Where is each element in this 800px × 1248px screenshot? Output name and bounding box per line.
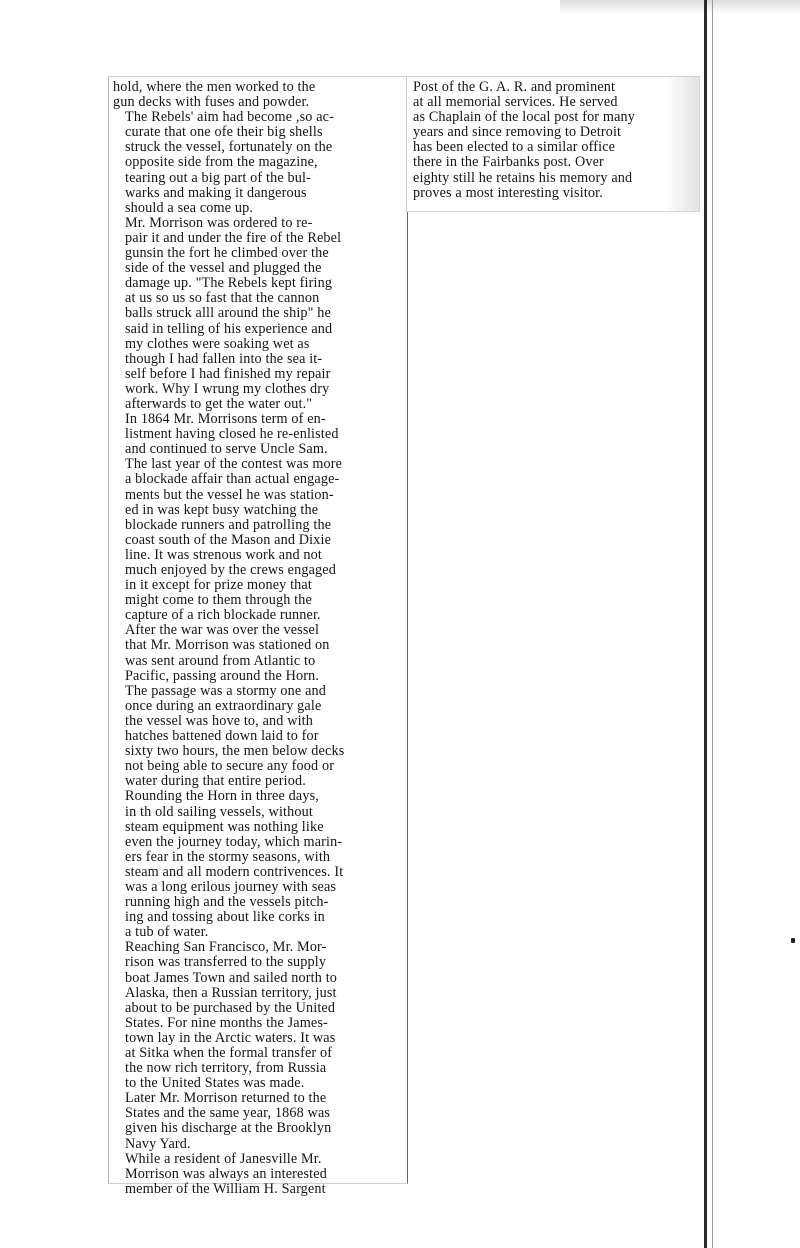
text-line: should a sea come up. [125, 199, 254, 216]
text-line: balls struck alll around the ship" he [125, 305, 331, 322]
text-line: Alaska, then a Russian territory, just [125, 984, 337, 1001]
text-line: Navy Yard. [125, 1135, 191, 1152]
text-line: ments but the vessel he was station- [125, 486, 334, 503]
text-line: once during an extraordinary gale [125, 697, 322, 714]
text-line: to the United States was made. [125, 1075, 305, 1092]
paragraph [413, 80, 695, 201]
text-line: not being able to secure any food or [125, 758, 335, 775]
text-line: gun decks with fuses and powder. [113, 94, 310, 111]
text-line: States and the same year, 1868 was [125, 1105, 331, 1122]
paragraph [113, 216, 403, 412]
text-line: pair it and under the fire of the Rebel [125, 229, 342, 246]
text-line: hold, where the men worked to the [113, 79, 316, 95]
paragraph [113, 110, 403, 216]
text-line: coast south of the Mason and Dixie [125, 531, 332, 548]
text-line: work. Why I wrung my clothes dry [125, 380, 330, 397]
text-line: running high and the vessels pitch- [125, 894, 329, 911]
text-line: struck the vessel, fortunately on the [125, 139, 333, 156]
text-line: was sent around from Atlantic to [125, 652, 316, 669]
text-line: steam and all modern contrivences. It [125, 863, 344, 880]
text-line: hatches battened down laid to for [125, 728, 319, 745]
text-line: about to be purchased by the United [125, 999, 336, 1016]
text-line: in it except for prize money that [125, 577, 312, 594]
text-line: the now rich territory, from Russia [125, 1060, 327, 1077]
text-line: ed in was kept busy watching the [125, 501, 319, 518]
text-line: years and since removing to Detroit [413, 124, 622, 141]
text-line: curate that one ofe their big shells [125, 124, 323, 141]
left-column-text [109, 77, 407, 1197]
text-line: capture of a rich blockade runner. [125, 607, 321, 624]
text-line: even the journey today, which marin- [125, 833, 343, 850]
text-line: boat James Town and sailed north to [125, 969, 338, 986]
scan-speck [791, 938, 795, 943]
text-line: that Mr. Morrison was stationed on [125, 637, 330, 654]
clipping-left-column [108, 76, 408, 1197]
text-line: the vessel was hove to, and with [125, 712, 314, 729]
text-line: Mr. Morrison was ordered to re- [125, 214, 313, 231]
text-line: warks and making it dangerous [125, 184, 307, 201]
text-line: was a long erilous journey with seas [125, 878, 337, 895]
text-line: Post of the G. A. R. and prominent [413, 79, 616, 95]
text-line: might come to them through the [125, 592, 312, 609]
right-column-text [407, 77, 699, 201]
text-line: member of the William H. Sargent [125, 1180, 326, 1197]
text-line: Later Mr. Morrison returned to the [125, 1090, 327, 1107]
text-line: a blockade affair than actual engage- [125, 471, 340, 488]
text-line: Rounding the Horn in three days, [125, 788, 319, 805]
text-line: a tub of water. [125, 924, 209, 941]
text-line: proves a most interesting visitor. [413, 184, 603, 201]
text-line: The passage was a stormy one and [125, 682, 327, 699]
paragraph [113, 412, 403, 623]
text-line: tearing out a big part of the bul- [125, 169, 311, 186]
text-line: While a resident of Janesville Mr. [125, 1150, 322, 1167]
text-line: sixty two hours, the men below decks [125, 743, 345, 760]
clipping-right-column [406, 76, 700, 212]
text-line: Morrison was always an interested [125, 1165, 327, 1182]
text-line: eighty still he retains his memory and [413, 169, 633, 186]
text-line: afterwards to get the water out." [125, 395, 313, 412]
text-line: opposite side from the magazine, [125, 154, 318, 171]
text-line: damage up. "The Rebels kept firing [125, 275, 333, 292]
text-line: After the war was over the vessel [125, 622, 320, 639]
text-line: town lay in the Arctic waters. It was [125, 1029, 336, 1046]
text-line: blockade runners and patrolling the [125, 516, 332, 533]
text-line: at Sitka when the formal transfer of [125, 1045, 333, 1061]
text-line: The Rebels' aim had become ,so ac- [125, 109, 334, 126]
scan-page-edge [704, 0, 707, 1248]
text-line: In 1864 Mr. Morrisons term of en- [125, 411, 326, 428]
text-line: States. For nine months the James- [125, 1014, 328, 1031]
scan-page-edge-inner [712, 0, 713, 1248]
text-line: there in the Fairbanks post. Over [413, 154, 604, 171]
text-line: gunsin the fort he climbed over the [125, 245, 329, 262]
text-line: listment having closed he re-enlisted [125, 426, 339, 443]
text-line: water during that entire period. [125, 773, 306, 790]
text-line: at us so us so fast that the cannon [125, 290, 320, 307]
text-line: has been elected to a similar office [413, 139, 616, 156]
text-line: The last year of the contest was more [125, 456, 343, 473]
text-line: self before I had finished my repair [125, 365, 331, 382]
text-line: much enjoyed by the crews engaged [125, 562, 336, 578]
paragraph [113, 940, 403, 1151]
text-line: ers fear in the stormy seasons, with [125, 848, 331, 865]
text-line: and continued to serve Uncle Sam. [125, 441, 328, 458]
text-line: said in telling of his experience and [125, 320, 333, 337]
text-line: at all memorial services. He served [413, 94, 618, 111]
text-line: my clothes were soaking wet as [125, 335, 310, 352]
paragraph [113, 789, 403, 940]
text-line: side of the vessel and plugged the [125, 260, 322, 277]
scan-shadow-top [560, 0, 800, 14]
text-line: ing and tossing about like corks in [125, 909, 325, 926]
text-line: in th old sailing vessels, without [125, 803, 313, 820]
paragraph [113, 623, 403, 789]
text-line: rison was transferred to the supply [125, 954, 327, 971]
text-line: Reaching San Francisco, Mr. Mor- [125, 939, 327, 956]
text-line: though I had fallen into the sea it- [125, 350, 323, 367]
text-line: given his discharge at the Brooklyn [125, 1120, 332, 1137]
text-line: Pacific, passing around the Horn. [125, 667, 320, 684]
text-line: as Chaplain of the local post for many [413, 109, 636, 126]
text-line: line. It was strenous work and not [125, 546, 322, 563]
paragraph [113, 1152, 403, 1197]
text-line: steam equipment was nothing like [125, 818, 324, 835]
paragraph [113, 80, 403, 110]
